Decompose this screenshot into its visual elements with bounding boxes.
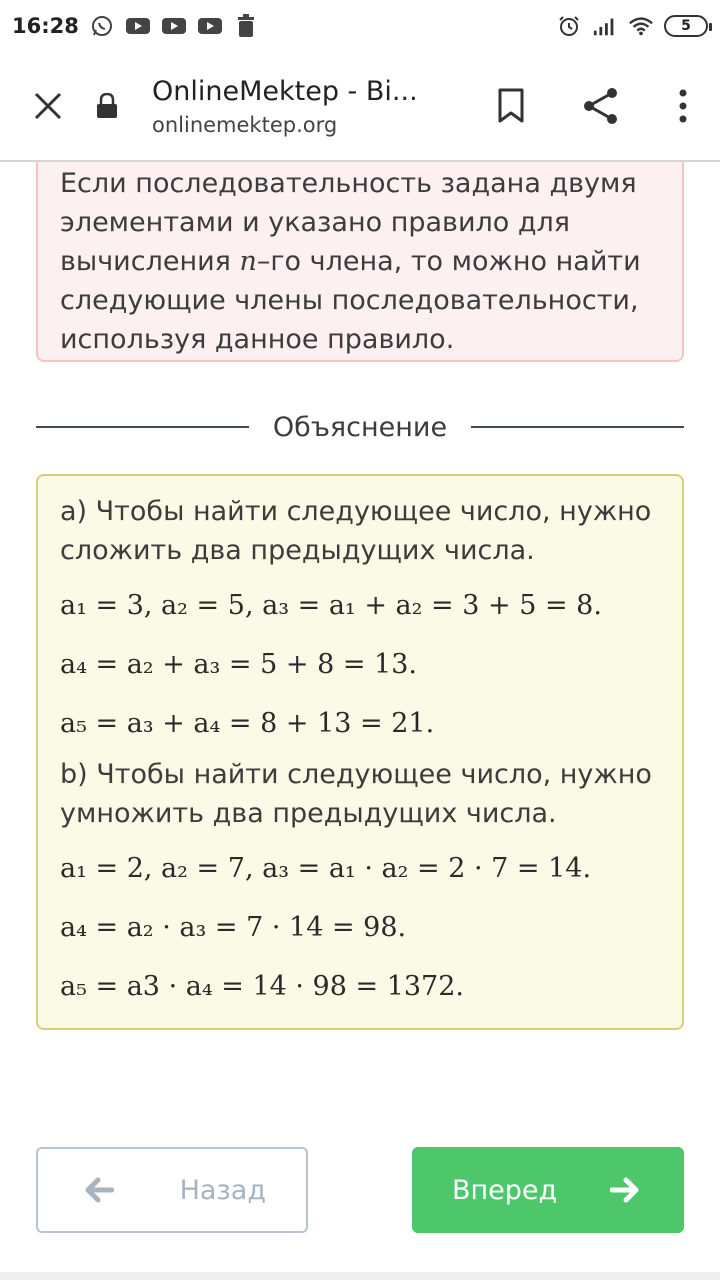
trash-icon [233,13,259,39]
rule-line: используя данное правило. [60,324,455,355]
share-button[interactable] [556,51,646,161]
rule-variable: n [239,246,257,277]
status-bar [0,0,720,52]
notification-icons [89,13,259,39]
youtube-icon [197,13,223,39]
youtube-icon [161,13,187,39]
rule-box [36,162,684,362]
wifi-icon [628,13,654,39]
battery-level: 5 [681,18,691,34]
rule-line: следующие члены последовательности, [60,285,639,316]
next-button[interactable] [412,1147,684,1233]
battery-icon [664,15,708,37]
signal-icon [592,13,618,39]
arrow-left-icon [84,1173,118,1207]
share-icon [582,86,620,126]
system-icons [556,13,708,39]
close-icon [33,91,63,121]
next-label: Вперед [452,1174,558,1206]
whatsapp-icon [89,13,115,39]
page-url: onlinemektep.org [152,112,338,137]
rule-line: Если последовательность задана двумя [60,168,637,199]
rule-text: –го члена, то можно найти [256,246,641,277]
browser-toolbar [0,52,720,162]
math-line: a₄ = a₂ · a₃ = 7 · 14 = 98. [60,912,407,943]
divider-line [36,426,249,428]
math-line: a₅ = a₃ + a₄ = 8 + 13 = 21. [60,708,435,739]
math-line: a₄ = a₂ + a₃ = 5 + 8 = 13. [60,649,417,680]
explanation-divider [36,407,684,447]
divider-label: Объяснение [272,411,448,443]
youtube-icon [125,13,151,39]
rule-line [60,242,660,281]
page-title: OnlineMektep - Bi... [152,75,418,107]
status-time: 16:28 [12,14,79,38]
part-a-text: a) Чтобы найти следующее число, нужно сложить два предыдущих числа. [60,496,652,566]
lock-icon [96,86,124,126]
alarm-icon [556,13,582,39]
bookmark-icon [497,88,525,124]
back-label: Назад [179,1174,266,1206]
close-button[interactable] [0,51,96,161]
part-b-text: b) Чтобы найти следующее число, нужно умножить два предыдущих числа. [60,759,652,829]
more-vert-icon [678,89,688,123]
rule-text: вычисления [60,246,240,277]
bottom-strip [0,1272,720,1280]
math-line: a₁ = 2, a₂ = 7, a₃ = a₁ · a₂ = 2 · 7 = 14. [60,853,592,884]
arrow-right-icon [610,1173,644,1207]
math-line: a₅ = a3 · a₄ = 14 · 98 = 1372. [60,971,464,1002]
toolbar-actions [466,51,720,161]
page-content [0,162,720,1280]
divider-line [471,426,684,428]
rule-line: элементами и указано правило для [60,207,571,238]
explanation-box [36,474,684,1030]
page-address[interactable] [152,76,442,137]
bookmark-button[interactable] [466,51,556,161]
more-menu-button[interactable] [646,51,720,161]
back-button[interactable] [36,1147,308,1233]
math-line: a₁ = 3, a₂ = 5, a₃ = a₁ + a₂ = 3 + 5 = 8. [60,590,602,621]
